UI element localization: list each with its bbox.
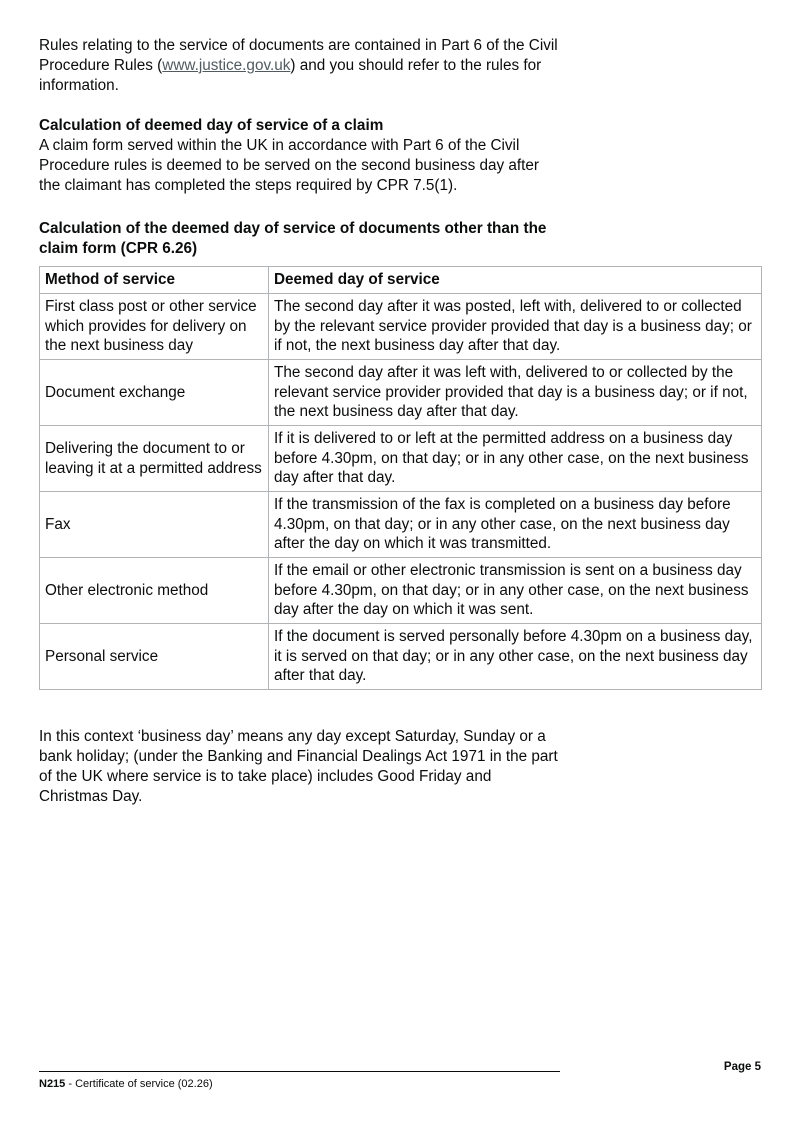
table-row — [40, 624, 762, 690]
table-row — [40, 360, 762, 426]
footer-divider — [39, 1071, 560, 1072]
claim-body: A claim form served within the UK in accordance with Part 6 of the Civil Procedure rules is deemed to be served on the second business day after the claimant has completed the steps required by CPR 7.5(1). — [39, 137, 539, 194]
method-cell: Other electronic method — [40, 558, 269, 624]
document-page — [39, 0, 761, 1130]
intro-text-before: Rules relating to the service of documents are contained in Part 6 of the Civil Procedure Rules ( — [39, 37, 558, 74]
table-row — [40, 558, 762, 624]
header-deemed-day: Deemed day of service — [269, 267, 762, 294]
form-title: - Certificate of service (02.26) — [65, 1078, 213, 1090]
business-day-paragraph: In this context ‘business day’ means any day except Saturday, Sunday or a bank holiday; (under the Banking and Financial Dealings Act 1971 in the part of the UK where service is to take place) includes Good Friday and Christmas Day. — [39, 728, 558, 805]
service-table — [39, 266, 762, 690]
table-row — [40, 492, 762, 558]
deemed-cell: The second day after it was left with, delivered to or collected by the relevant service provider provided that day is a business day; or if not, the next business day after that day. — [269, 360, 762, 426]
deemed-cell: The second day after it was posted, left with, delivered to or collected by the relevant service provider provided that day is a business day; or if not, the next business day after that day. — [269, 294, 762, 360]
justice-link[interactable]: www.justice.gov.uk — [162, 57, 291, 74]
header-method: Method of service — [40, 267, 269, 294]
method-cell: Personal service — [40, 624, 269, 690]
table-header-row — [40, 267, 762, 294]
claim-heading: Calculation of deemed day of service of a claim — [39, 117, 384, 134]
intro-text-after: ) and you should refer to the rules for information. — [39, 57, 542, 94]
deemed-cell: If the document is served personally before 4.30pm on a business day, it is served on that day; or in any other case, on the next business day after that day. — [269, 624, 762, 690]
deemed-cell: If the email or other electronic transmission is sent on a business day before 4.30pm, on that day; or in any other case, on the next business day after the day on which it was sent. — [269, 558, 762, 624]
method-cell: First class post or other service which provides for delivery on the next business day — [40, 294, 269, 360]
method-cell: Fax — [40, 492, 269, 558]
page-number: Page 5 — [723, 1061, 761, 1073]
method-cell: Document exchange — [40, 360, 269, 426]
deemed-cell: If the transmission of the fax is completed on a business day before 4.30pm, on that day; or in any other case, on the next business day after the day on which it was transmitted. — [269, 492, 762, 558]
table-row — [40, 426, 762, 492]
deemed-cell: If it is delivered to or left at the permitted address on a business day before 4.30pm, on that day; or in any other case, on the next business day after that day. — [269, 426, 762, 492]
form-code: N215 — [39, 1078, 66, 1090]
intro-paragraph — [39, 36, 564, 96]
method-cell: Delivering the document to or leaving it at a permitted address — [40, 426, 269, 492]
footer-form-reference — [39, 1078, 213, 1090]
table-row — [40, 294, 762, 360]
documents-heading: Calculation of the deemed day of service of documents other than the claim form (CPR 6.26) — [39, 220, 547, 257]
